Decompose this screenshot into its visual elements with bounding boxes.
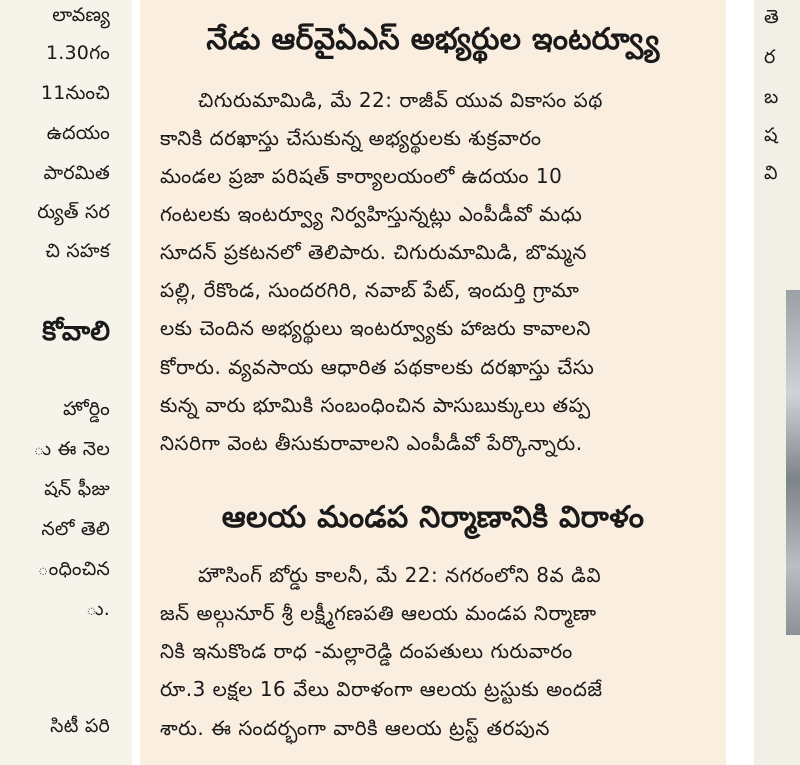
left-line: 11నుంచి [40,82,110,104]
article-2-line: శారు. ఈ సందర్భంగా వారికి ఆలయ ట్రస్ట్ తరపున [160,716,550,740]
article-1-line: చిగురుమామిడి, మే 22: రాజీవ్ యువ వికాసం పథ [198,88,603,112]
left-headline-fragment: కోవాలి [42,316,110,347]
left-column [0,0,132,765]
article-2-line: రూ.3 లక్షల 16 వేలు విరాళంగా ఆలయ ట్రస్టుకు అందజే [160,677,603,701]
article-1-line: లకు చెందిన అభ్యర్థులు ఇంటర్వ్యూకు హాజరు కావాలని [160,316,591,340]
article-2-line: హౌసింగ్ బోర్డు కాలనీ, మే 22: నగరంలోని 8వ డివి [198,563,602,587]
right-line: ష [764,124,778,146]
left-line: ఉదయం [46,122,110,144]
article-2-line: జన్ అల్గునూర్ శ్రీ లక్ష్మీగణపతి ఆలయ మండప నిర్మాణా [160,601,597,625]
right-line: తె [764,6,779,28]
article-2-headline: ఆలయ మండప నిర్మాణానికి విరాళం [221,500,645,535]
article-2-line: నికి ఇనుకొండ రాధ -మల్లారెడ్డి దంపతులు గురువారం [160,639,573,663]
left-line: లావణ్య [52,4,110,26]
article-1-line: గంటలకు ఇంటర్వ్యూ నిర్వహిస్తున్నట్లు ఎంపీడీవో మధు [160,202,583,226]
left-line: ు ఈ నెల [33,438,110,460]
article-1-line: పల్లి, రేకొండ, సుందరగిరి, నవాబ్ పేట్, ఇందుర్తి గ్రామా [160,278,580,302]
article-1-line: మండల ప్రజా పరిషత్ కార్యాలయంలో ఉదయం 10 [160,164,563,188]
cropped-photo [786,290,800,635]
left-line: హోర్డిం [62,398,110,420]
column-gutter [132,0,140,765]
article-1-line: నిసరిగా వెంట తీసుకురావాలని ఎంపీడీవో పేర్కొన్నారు. [160,431,583,455]
right-line: వి [764,162,778,184]
article-1-line: కోరారు. వ్యవసాయ ఆధారిత పథకాలకు దరఖాస్తు చేసు [160,355,595,379]
left-line: నలో తెలి [41,518,110,540]
left-line: ర్యుత్ సర [37,201,110,223]
left-line: ు. [86,598,110,620]
left-line: సిటీ పరి [50,715,110,737]
column-gutter-right [726,0,754,765]
article-1-line: కున్న వారు భూమికి సంబంధించిన పాసుబుక్కులు తప్ప [160,393,591,417]
left-line: షన్ ఫీజు [44,478,110,500]
left-line: 1.30గం [45,42,110,64]
article-1-headline: నేడు ఆర్‌వైఏఎస్ అభ్యర్థుల ఇంటర్వ్యూ [206,22,660,57]
left-line: చి సహక [45,240,110,262]
article-1-line: సూదన్ ప్రకటనలో తెలిపారు. చిగురుమామిడి, బొమ్మన [160,240,587,264]
right-line: ర [764,46,776,68]
article-1-line: కానికి దరఖాస్తు చేసుకున్న అభ్యర్థులకు శుక్రవారం [160,126,542,150]
left-line: పారమిత [43,162,110,184]
left-line: ంధించిన [37,558,110,580]
main-column [140,0,726,765]
right-line: బ [764,86,779,108]
